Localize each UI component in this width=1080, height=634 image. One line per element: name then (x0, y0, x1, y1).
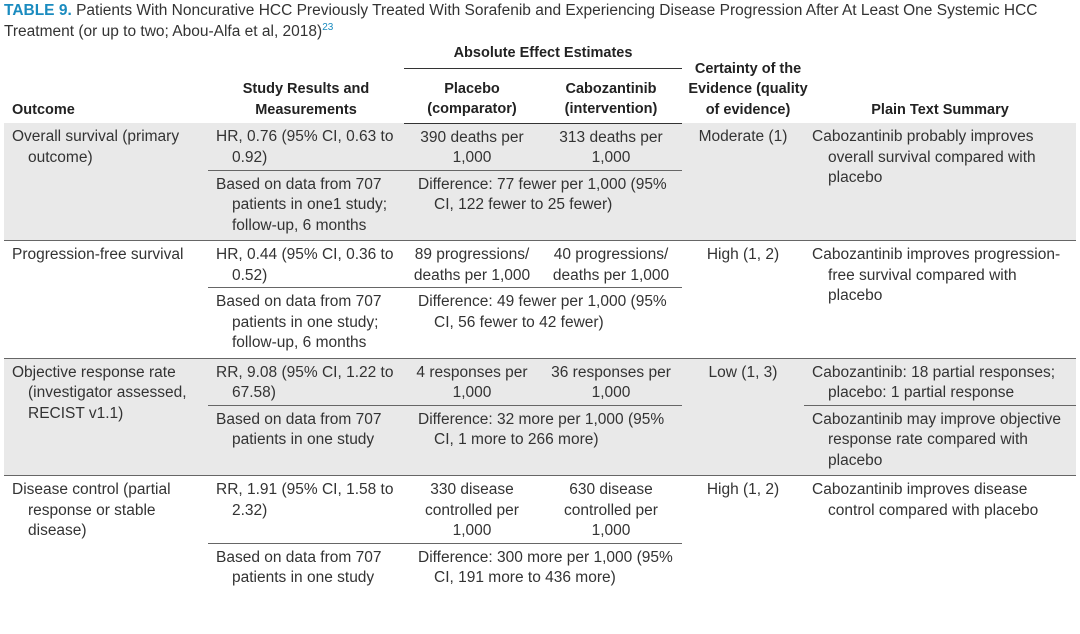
table-label: TABLE 9. (4, 2, 72, 19)
caption-reference: 23 (322, 21, 334, 33)
difference-cell: Difference: 49 fewer per 1,000 (95% CI, 56 fewer to 42 fewer) (404, 288, 682, 359)
certainty-cell: Low (1, 3) (682, 358, 804, 476)
table-row (4, 358, 1076, 405)
certainty-cell: High (1, 2) (706, 481, 780, 498)
basis-cell: Based on data from 707 patients in one study (208, 405, 404, 476)
cabozantinib-cell: 40 progressions/ deaths per 1,000 (552, 246, 670, 284)
header-certainty (682, 40, 808, 123)
certainty-cell: High (1, 2) (682, 241, 804, 359)
summary-cell-secondary: Cabozantinib may improve objective response rate compared with placebo (804, 405, 1076, 476)
cabozantinib-cell: 630 disease controlled per 1,000 (564, 481, 658, 539)
table-row (4, 476, 1076, 544)
placebo-cell: 4 responses per 1,000 (404, 358, 540, 405)
summary-cell: Cabozantinib improves progression-free survival compared with placebo (804, 241, 1076, 359)
header-study-results-text: Study Results and Measurements (242, 81, 370, 118)
caption-text: Patients With Noncurative HCC Previously Treated With Sorafenib and Experiencing Disease Progression After At Least One Systemic HCC Treatment (or up to two; Abou-Alfa et al, 2018) (4, 2, 1038, 40)
placebo-cell: 390 deaths per 1,000 (404, 123, 540, 170)
header-study-results (208, 40, 404, 123)
table-caption (4, 0, 1076, 42)
basis-cell: Based on data from 707 patients in one study (208, 543, 404, 593)
header-summary: Plain Text Summary (871, 101, 1009, 118)
summary-cell: Cabozantinib probably improves overall survival compared with placebo (804, 123, 1076, 241)
header-cabozantinib (540, 68, 682, 123)
result-cell: HR, 0.76 (95% CI, 0.63 to 0.92) (208, 123, 404, 170)
summary-cell: Cabozantinib: 18 partial responses; placebo: 1 partial response (804, 358, 1076, 405)
result-cell: RR, 1.91 (95% CI, 1.58 to 2.32) (216, 481, 394, 519)
basis-cell: Based on data from 707 patients in one study; follow-up, 6 months (208, 288, 404, 359)
result-cell: RR, 9.08 (95% CI, 1.22 to 67.58) (208, 358, 404, 405)
header-certainty-text: Certainty of the Evidence (quality of evidence) (688, 60, 808, 118)
header-placebo (404, 68, 540, 123)
table-row (4, 123, 1076, 170)
evidence-table (4, 40, 1076, 593)
difference-cell: Difference: 77 fewer per 1,000 (95% CI, 122 fewer to 25 fewer) (404, 170, 682, 241)
outcome-cell: Disease control (partial response or stable disease) (12, 481, 171, 539)
summary-cell: Cabozantinib improves disease control compared with placebo (812, 481, 1039, 519)
result-cell: HR, 0.44 (95% CI, 0.36 to 0.52) (216, 246, 394, 284)
header-placebo-text: Placebo (comparator) (427, 80, 517, 117)
header-cabozantinib-text: Cabozantinib (intervention) (564, 80, 658, 117)
basis-cell: Based on data from 707 patients in one1 study; follow-up, 6 months (208, 170, 404, 241)
header-absolute-effect: Absolute Effect Estimates (453, 45, 633, 61)
outcome-cell: Overall survival (primary outcome) (4, 123, 208, 241)
table-row (4, 241, 1076, 288)
placebo-cell: 330 disease controlled per 1,000 (425, 481, 519, 539)
cabozantinib-cell: 36 responses per 1,000 (540, 358, 682, 405)
cabozantinib-cell: 313 deaths per 1,000 (540, 123, 682, 170)
placebo-cell: 89 progressions/ deaths per 1,000 (413, 246, 531, 284)
header-outcome: Outcome (12, 101, 75, 118)
outcome-cell: Objective response rate (investigator assessed, RECIST v1.1) (4, 358, 208, 476)
outcome-cell: Progression-free survival (4, 241, 208, 359)
difference-cell: Difference: 32 more per 1,000 (95% CI, 1 more to 266 more) (404, 405, 682, 476)
difference-cell: Difference: 300 more per 1,000 (95% CI, 191 more to 436 more) (404, 543, 682, 593)
certainty-cell: Moderate (1) (682, 123, 804, 241)
